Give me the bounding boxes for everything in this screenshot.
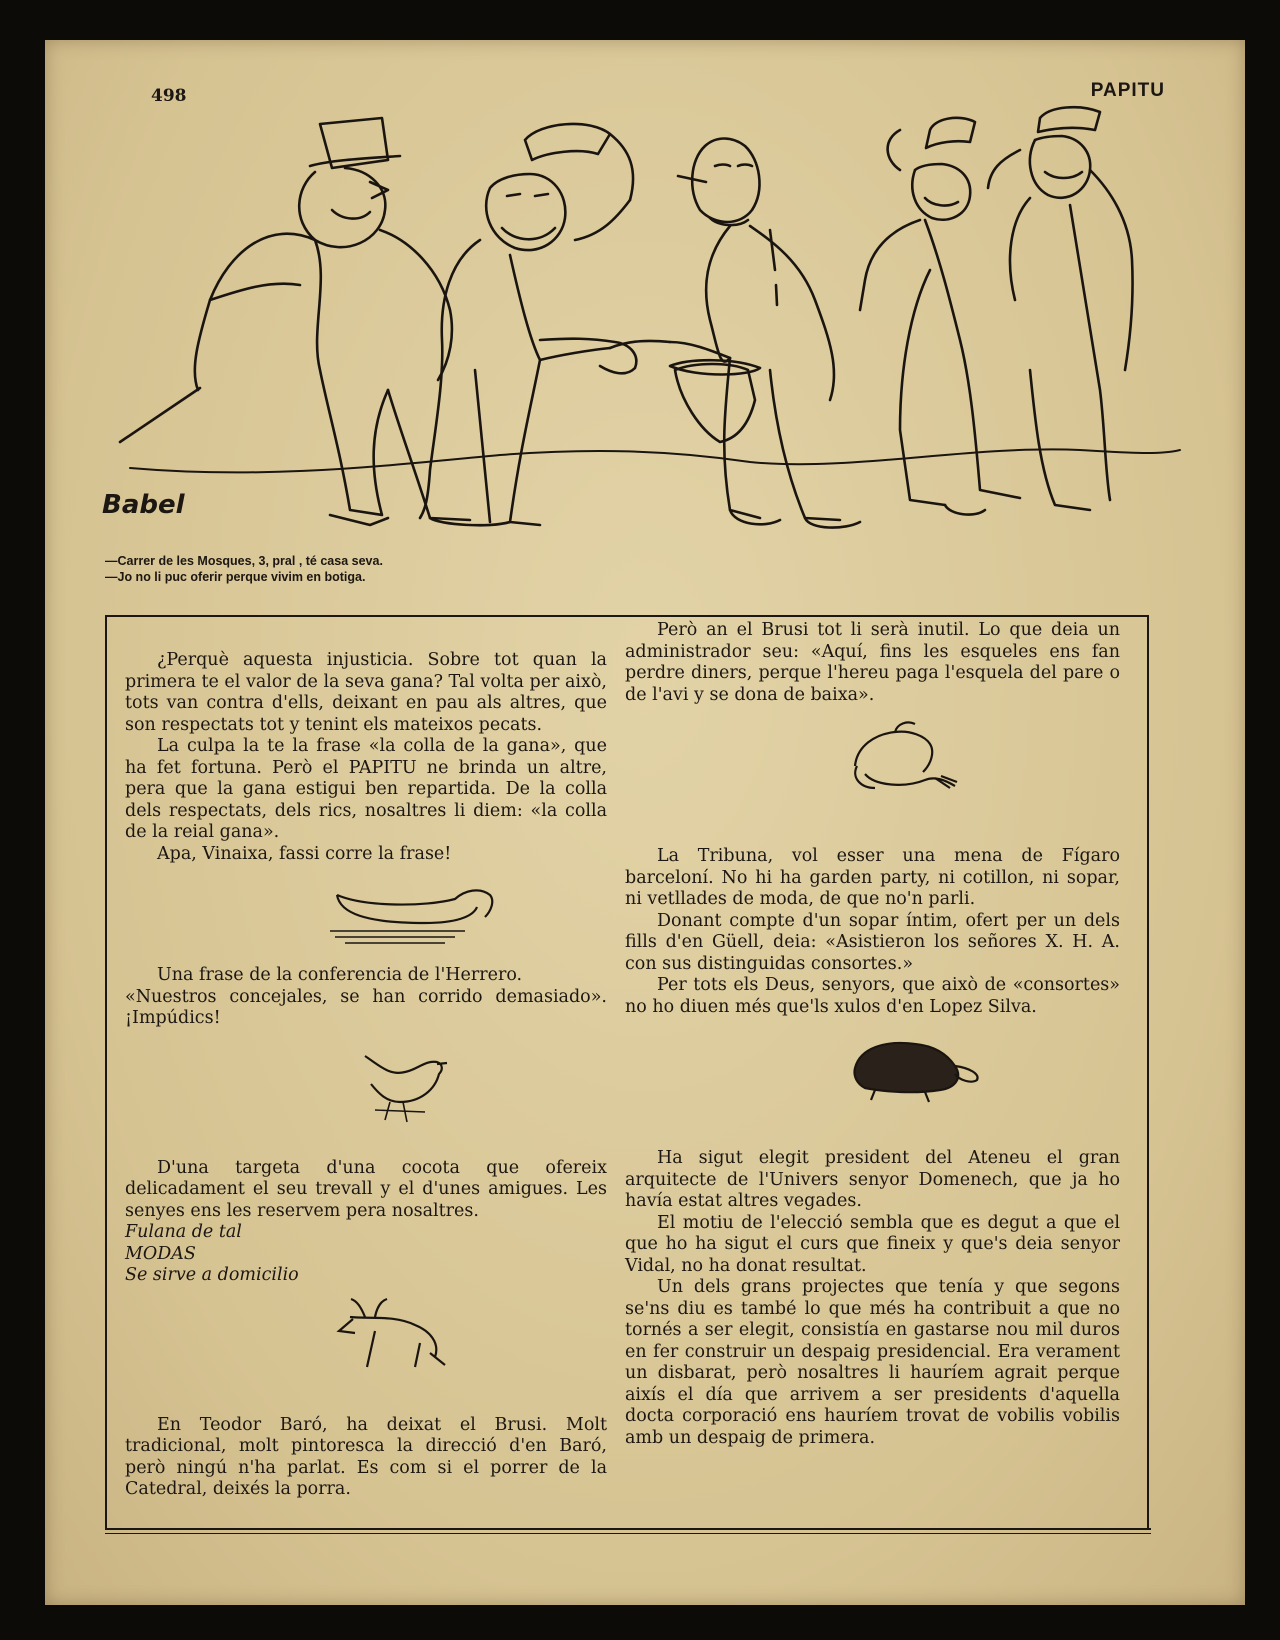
paragraph: Donant compte d'un sopar íntim, ofert per un dels fills d'en Güell, deia: «Asistieron los señores X. H. A. con sus distinguidas consortes.»: [625, 910, 1120, 974]
paragraph: Per tots els Deus, senyors, que això de «consortes» no ho diuen més que'ls xulos d'en Lopez Silva.: [625, 975, 1120, 1017]
frog-icon: [625, 706, 1120, 816]
masthead: PAPITU: [1090, 80, 1165, 101]
page-number: 498: [151, 86, 187, 106]
card-name: Fulana de tal: [125, 1222, 242, 1242]
paragraph: Però an el Brusi tot li serà inutil. Lo que deia un administrador seu: «Aquí, fins les esqueles ens fan perdre diners, perque l'hereu paga l'esquela del pare o de l'avi y se dona de baixa».: [625, 620, 1120, 705]
paragraph: ¿Perquè aquesta injusticia. Sobre tot quan la primera te el valor de la seva gana? Tal volta per això, tots van contra d'ells, deixant en pau als altres, que son respectats tot y tenint els mateixos pecats.: [125, 650, 607, 735]
paragraph: Apa, Vinaixa, fassi corre la frase!: [157, 843, 452, 864]
duck-icon: [125, 865, 607, 965]
card-service: Se sirve a domicilio: [125, 1265, 299, 1285]
paragraph: Ha sigut elegit president del Ateneu el gran arquitecte de l'Univers senyor Domenech, que ja ho havía estat altres vegades.: [625, 1148, 1120, 1211]
card-title: MODAS: [125, 1243, 196, 1264]
bird-icon: [125, 1030, 607, 1140]
paragraph: La Tribuna, vol esser una mena de Fígaro barceloní. No hi ha garden party, ni cotillon, ni sopar, ni vetllades de moda, de que no'n parli.: [625, 846, 1120, 909]
cartoon-caption: [105, 553, 383, 585]
bottom-rule: [105, 1528, 1151, 1530]
caption-line-2: —Jo no li puc oferir perque vivim en botiga.: [105, 570, 366, 584]
deer-icon: [125, 1287, 607, 1397]
left-column: [125, 650, 607, 1501]
paragraph: En Teodor Baró, ha deixat el Brusi. Molt tradicional, molt pintoresca la direcció d'en Baró, però ningú n'ha parlat. Es com si el porrer de la Catedral, deixés la porra.: [125, 1414, 607, 1499]
cartoon-illustration: [70, 70, 1210, 580]
paragraph: «Nuestros concejales, se han corrido demasiado». ¡Impúdics!: [125, 986, 607, 1028]
bottom-rule-thin: [105, 1533, 1151, 1534]
paragraph: Una frase de la conferencia de l'Herrero.: [157, 965, 523, 985]
paragraph: La culpa la te la frase «la colla de la gana», que ha fet fortuna. Però el PAPITU ne brinda un altre, pera que la gana estigui ben repartida. De la colla dels respectats, dels rics, nosaltres li diem: «la colla de la reial gana».: [125, 736, 607, 842]
beaver-icon: [625, 1018, 1120, 1118]
artist-signature: Babel: [102, 490, 185, 520]
paragraph: El motiu de l'elecció sembla que es degut a que el que ho ha sigut el curs que fineix y que's deia senyor Vidal, no ha donat resultat.: [625, 1212, 1120, 1276]
paragraph: D'una targeta d'una cocota que ofereix delicadament el seu trevall y el d'unes amigues. Les senyes ens les reservem pera nosaltres.: [125, 1157, 607, 1221]
paragraph: Un dels grans projectes que tenía y que segons se'ns diu es també lo que més ha contribuit a que no tornés a ser elegit, consistía en gastarse nou mil duros en fer construir un despaig presidencial. Era verament un disbarat, però nosaltres li hauríem agrait perque aixís el día que arrivem a ser presidents d'aquella docta corporació ens hauríem trovat de vobilis vobilis amb un despaig de primera.: [625, 1277, 1120, 1448]
right-column: [625, 620, 1120, 1449]
caption-line-1: —Carrer de les Mosques, 3, pral , té casa seva.: [105, 554, 383, 568]
